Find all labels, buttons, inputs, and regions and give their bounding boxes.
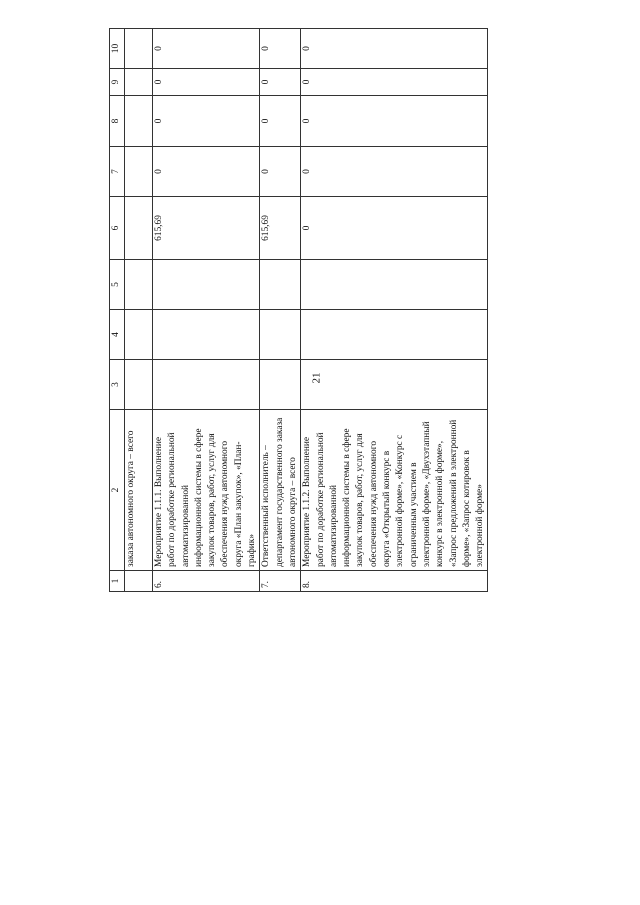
table-row (125, 29, 153, 592)
row-name: Мероприятие 1.1.2. Выполнение работ по доработке региональной автоматизированной информационной системы в сфере закупок товаров, работ, услуг для обеспечения нужд автономного округа «Открытый конкурс в электронной форме», «Конкурс с ограниченным участием в электронной форме», «Двухэтапный конкурс в электронной форме», «Запрос предложений в электронной форме», «Запрос котировок в электронной форме» (301, 410, 488, 571)
cell-col-10 (125, 29, 153, 69)
table-row (260, 29, 301, 592)
cell-col-9: 0 (301, 69, 488, 96)
cell-col-5 (125, 260, 153, 310)
row-number: 6. (153, 571, 260, 592)
cell-col-9: 0 (260, 69, 301, 96)
col-header-4: 4 (110, 310, 125, 360)
cell-col-4 (260, 310, 301, 360)
cell-col-8 (125, 96, 153, 147)
cell-col-8: 0 (153, 96, 260, 147)
rotated-table-wrapper (109, 29, 486, 592)
col-header-1: 1 (110, 571, 125, 592)
cell-col-4 (153, 310, 260, 360)
cell-col-10: 0 (153, 29, 260, 69)
row-name: заказа автономного округа – всего (125, 410, 153, 571)
row-name: Мероприятие 1.1.1. Выполнение работ по доработке региональной автоматизированной информационной системы в сфере закупок товаров, работ, услуг для обеспечения нужд автономного округа «План закупок», «План-график» (153, 410, 260, 571)
cell-col-10: 0 (301, 29, 488, 69)
cell-col-8: 0 (260, 96, 301, 147)
cell-col-5 (301, 260, 488, 310)
col-header-3: 3 (110, 360, 125, 410)
cell-col-3 (301, 360, 488, 410)
col-header-8: 8 (110, 96, 125, 147)
row-number: 8. (301, 571, 488, 592)
row-number (125, 571, 153, 592)
cell-col-5 (153, 260, 260, 310)
col-header-6: 6 (110, 197, 125, 260)
cell-col-6: 615,69 (260, 197, 301, 260)
row-name: Ответственный исполнитель – департамент государственного заказа автономного округа – всего (260, 410, 301, 571)
col-header-2: 2 (110, 410, 125, 571)
program-table (109, 28, 488, 592)
table-row (301, 29, 488, 592)
cell-col-9: 0 (153, 69, 260, 96)
cell-col-9 (125, 69, 153, 96)
cell-col-8: 0 (301, 96, 488, 147)
header-row (110, 29, 125, 592)
cell-col-6 (125, 197, 153, 260)
cell-col-4 (125, 310, 153, 360)
cell-col-3 (260, 360, 301, 410)
cell-col-7: 0 (153, 147, 260, 197)
col-header-5: 5 (110, 260, 125, 310)
col-header-10: 10 (110, 29, 125, 69)
cell-col-7 (125, 147, 153, 197)
cell-col-6: 0 (301, 197, 488, 260)
col-header-7: 7 (110, 147, 125, 197)
cell-col-7: 0 (301, 147, 488, 197)
row-number: 7. (260, 571, 301, 592)
cell-col-7: 0 (260, 147, 301, 197)
col-header-9: 9 (110, 69, 125, 96)
cell-col-3 (153, 360, 260, 410)
page-number: 21 (310, 372, 323, 384)
table-row (153, 29, 260, 592)
cell-col-3 (125, 360, 153, 410)
cell-col-5 (260, 260, 301, 310)
cell-col-10: 0 (260, 29, 301, 69)
cell-col-6: 615,69 (153, 197, 260, 260)
cell-col-4 (301, 310, 488, 360)
